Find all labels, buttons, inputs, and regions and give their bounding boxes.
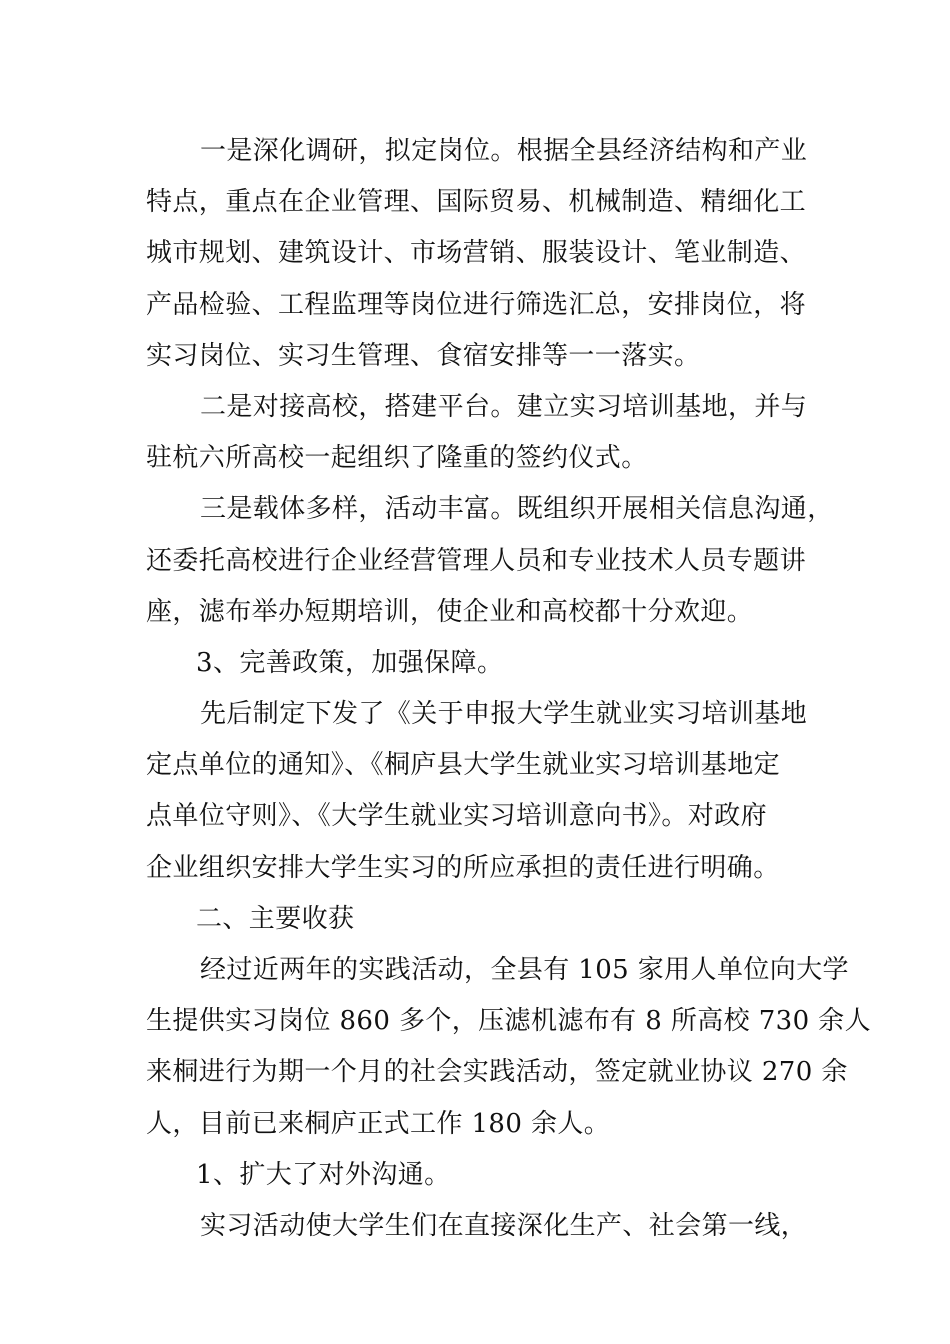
paragraph-line: 三是载体多样，活动丰富。既组织开展相关信息沟通， (200, 494, 834, 525)
paragraph-line: 来桐进行为期一个月的社会实践活动，签定就业协议 270 余 (146, 1057, 848, 1088)
paragraph-line: 点单位守则》、《大学生就业实习培训意向书》。对政府 (146, 801, 768, 832)
section-heading: 3、完善政策，加强保障。 (196, 647, 504, 678)
paragraph-line: 先后制定下发了《关于申报大学生就业实习培训基地 (200, 699, 808, 730)
section-heading: 二、主要收获 (196, 903, 355, 934)
paragraph-line: 二是对接高校，搭建平台。建立实习培训基地，并与 (200, 391, 808, 422)
paragraph-line: 城市规划、建筑设计、市场营销、服装设计、笔业制造、 (146, 238, 807, 269)
paragraph-line: 座，滤布举办短期培训，使企业和高校都十分欢迎。 (146, 596, 754, 627)
document-body (146, 126, 871, 1252)
paragraph-line: 人，目前已来桐庐正式工作 180 余人。 (146, 1108, 611, 1139)
paragraph-line: 驻杭六所高校一起组织了隆重的签约仪式。 (146, 443, 648, 474)
section-heading: 1、扩大了对外沟通。 (196, 1159, 451, 1190)
paragraph-line: 还委托高校进行企业经营管理人员和专业技术人员专题讲 (146, 545, 807, 576)
paragraph-line: 特点，重点在企业管理、国际贸易、机械制造、精细化工 (146, 187, 807, 218)
paragraph-line: 生提供实习岗位 860 多个，压滤机滤布有 8 所高校 730 余人 (146, 1006, 871, 1037)
paragraph-line: 产品检验、工程监理等岗位进行筛选汇总，安排岗位，将 (146, 289, 807, 320)
paragraph-line: 企业组织安排大学生实习的所应承担的责任进行明确。 (146, 852, 780, 883)
paragraph-line: 一是深化调研，拟定岗位。根据全县经济结构和产业 (200, 136, 808, 166)
paragraph-line: 定点单位的通知》、《桐庐县大学生就业实习培训基地定 (146, 750, 781, 781)
paragraph-line: 实习活动使大学生们在直接深化生产、社会第一线， (200, 1210, 808, 1241)
paragraph-line: 经过近两年的实践活动，全县有 105 家用人单位向大学 (200, 955, 849, 985)
paragraph-line: 实习岗位、实习生管理、食宿安排等一一落实。 (146, 340, 701, 371)
